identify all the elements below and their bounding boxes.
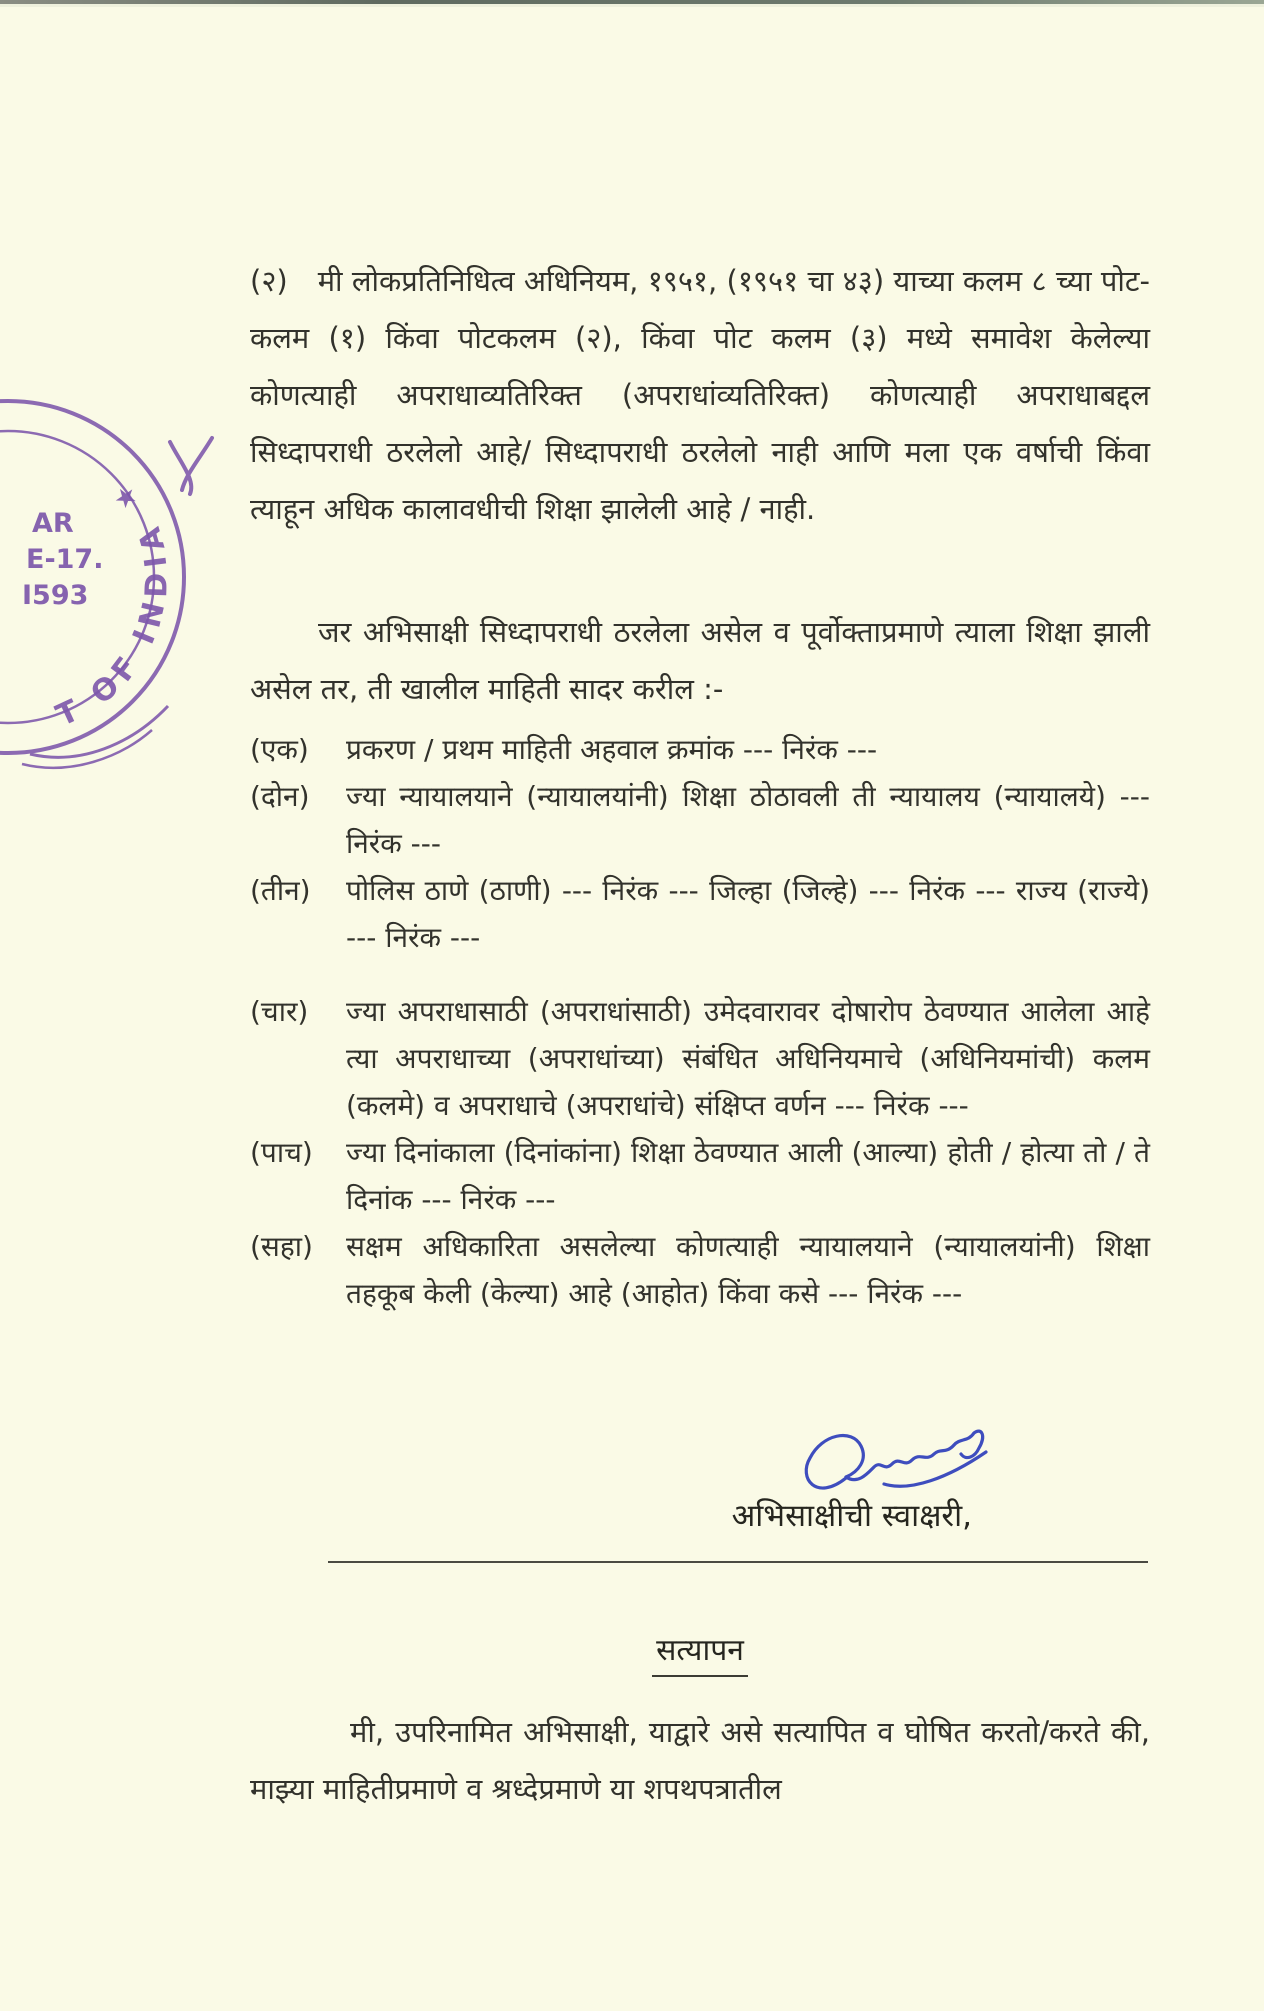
stamp-line-2: E-17. xyxy=(26,544,104,575)
stamp-star-icon: ★ xyxy=(107,478,145,517)
clause-2-paragraph xyxy=(250,253,1150,538)
list-item xyxy=(250,726,1150,773)
item-text: ज्या दिनांकाला (दिनांकांना) शिक्षा ठेवण्यात आली (आल्या) होती / होत्या तो / ते दिनांक --- निरंक --- xyxy=(346,1136,1150,1216)
stamp-line-3: I593 xyxy=(22,580,89,611)
stamp-arc-text: T OF INDIA xyxy=(51,516,176,734)
item-text: प्रकरण / प्रथम माहिती अहवाल क्रमांक --- निरंक --- xyxy=(346,733,878,766)
item-label: (दोन) xyxy=(250,780,310,813)
item-label: (तीन) xyxy=(250,874,311,907)
item-text: पोलिस ठाणे (ठाणी) --- निरंक --- जिल्हा (जिल्हे) --- निरंक --- राज्य (राज्ये) --- निरंक --- xyxy=(346,874,1150,954)
signature-scribble xyxy=(846,1433,974,1480)
notary-stamp-icon xyxy=(0,392,250,772)
stamp-line-1: AR xyxy=(32,508,74,539)
list-item xyxy=(250,1223,1150,1317)
item-label: (सहा) xyxy=(250,1230,313,1263)
item-label: (चार) xyxy=(250,995,309,1028)
item-text: ज्या न्यायालयाने (न्यायालयांनी) शिक्षा ठोठावली ती न्यायालय (न्यायालये) --- निरंक --- xyxy=(346,780,1150,860)
list-item xyxy=(250,867,1150,961)
signature-rule-line xyxy=(328,1561,1148,1563)
verification-heading: सत्यापन xyxy=(652,1628,748,1677)
list-item xyxy=(250,988,1150,1129)
stamp-pen-stroke-1 xyxy=(170,442,191,494)
scan-top-edge-shadow xyxy=(0,4,1264,7)
item-label: (एक) xyxy=(250,733,309,766)
clause-2-number: (२) xyxy=(250,264,288,298)
conditional-paragraph: जर अभिसाक्षी सिध्दापराधी ठरलेला असेल व पूर्वोक्ताप्रमाणे त्याला शिक्षा झाली असेल तर, ती खालील माहिती सादर करील :- xyxy=(250,615,1150,706)
list-item xyxy=(250,773,1150,867)
item-text: सक्षम अधिकारिता असलेल्या कोणत्याही न्यायालयाने (न्यायालयांनी) शिक्षा तहकूब केली (केल्या) आहे (आहोत) किंवा कसे --- निरंक --- xyxy=(346,1230,1150,1310)
item-text: ज्या अपराधासाठी (अपराधांसाठी) उमेदवारावर दोषारोप ठेवण्यात आलेला आहे त्या अपराधाच्या (अपराधांच्या) संबंधित अधिनियमाचे (अधिनियमांची) कलम (कलमे) व अपराधाचे (अपराधांचे) संक्षिप्त वर्णन --- निरंक --- xyxy=(346,995,1150,1122)
details-list-first xyxy=(250,726,1150,961)
item-label: (पाच) xyxy=(250,1136,313,1169)
stamp-pen-stroke-2 xyxy=(182,438,212,490)
verification-paragraph: मी, उपरिनामित अभिसाक्षी, याद्वारे असे सत्यापित व घोषित करतो/करते की, माझ्या माहितीप्रमाणे व श्रध्देप्रमाणे या शपथपत्रातील xyxy=(250,1715,1150,1806)
verification-heading-row xyxy=(250,1628,1150,1677)
details-list-second xyxy=(250,988,1150,1317)
signature-caption: अभिसाक्षीची स्वाक्षरी, xyxy=(731,1498,972,1534)
list-item xyxy=(250,1129,1150,1223)
clause-2-text: मी लोकप्रतिनिधित्व अधिनियम, १९५१, (१९५१ चा ४३) याच्या कलम ८ च्या पोट-कलम (१) किंवा पोटकलम (२), किंवा पोट कलम (३) मध्ये समावेश केलेल्या कोणत्याही अपराधाव्यतिरिक्त (अपराधांव्यतिरिक्त) कोणत्याही अपराधाबद्दल सिध्दापराधी ठरलेलो आहे/ सिध्दापराधी ठरलेलो नाही आणि मला एक वर्षाची किंवा त्याहून अधिक कालावधीची शिक्षा झालेली आहे / नाही. xyxy=(250,264,1150,526)
